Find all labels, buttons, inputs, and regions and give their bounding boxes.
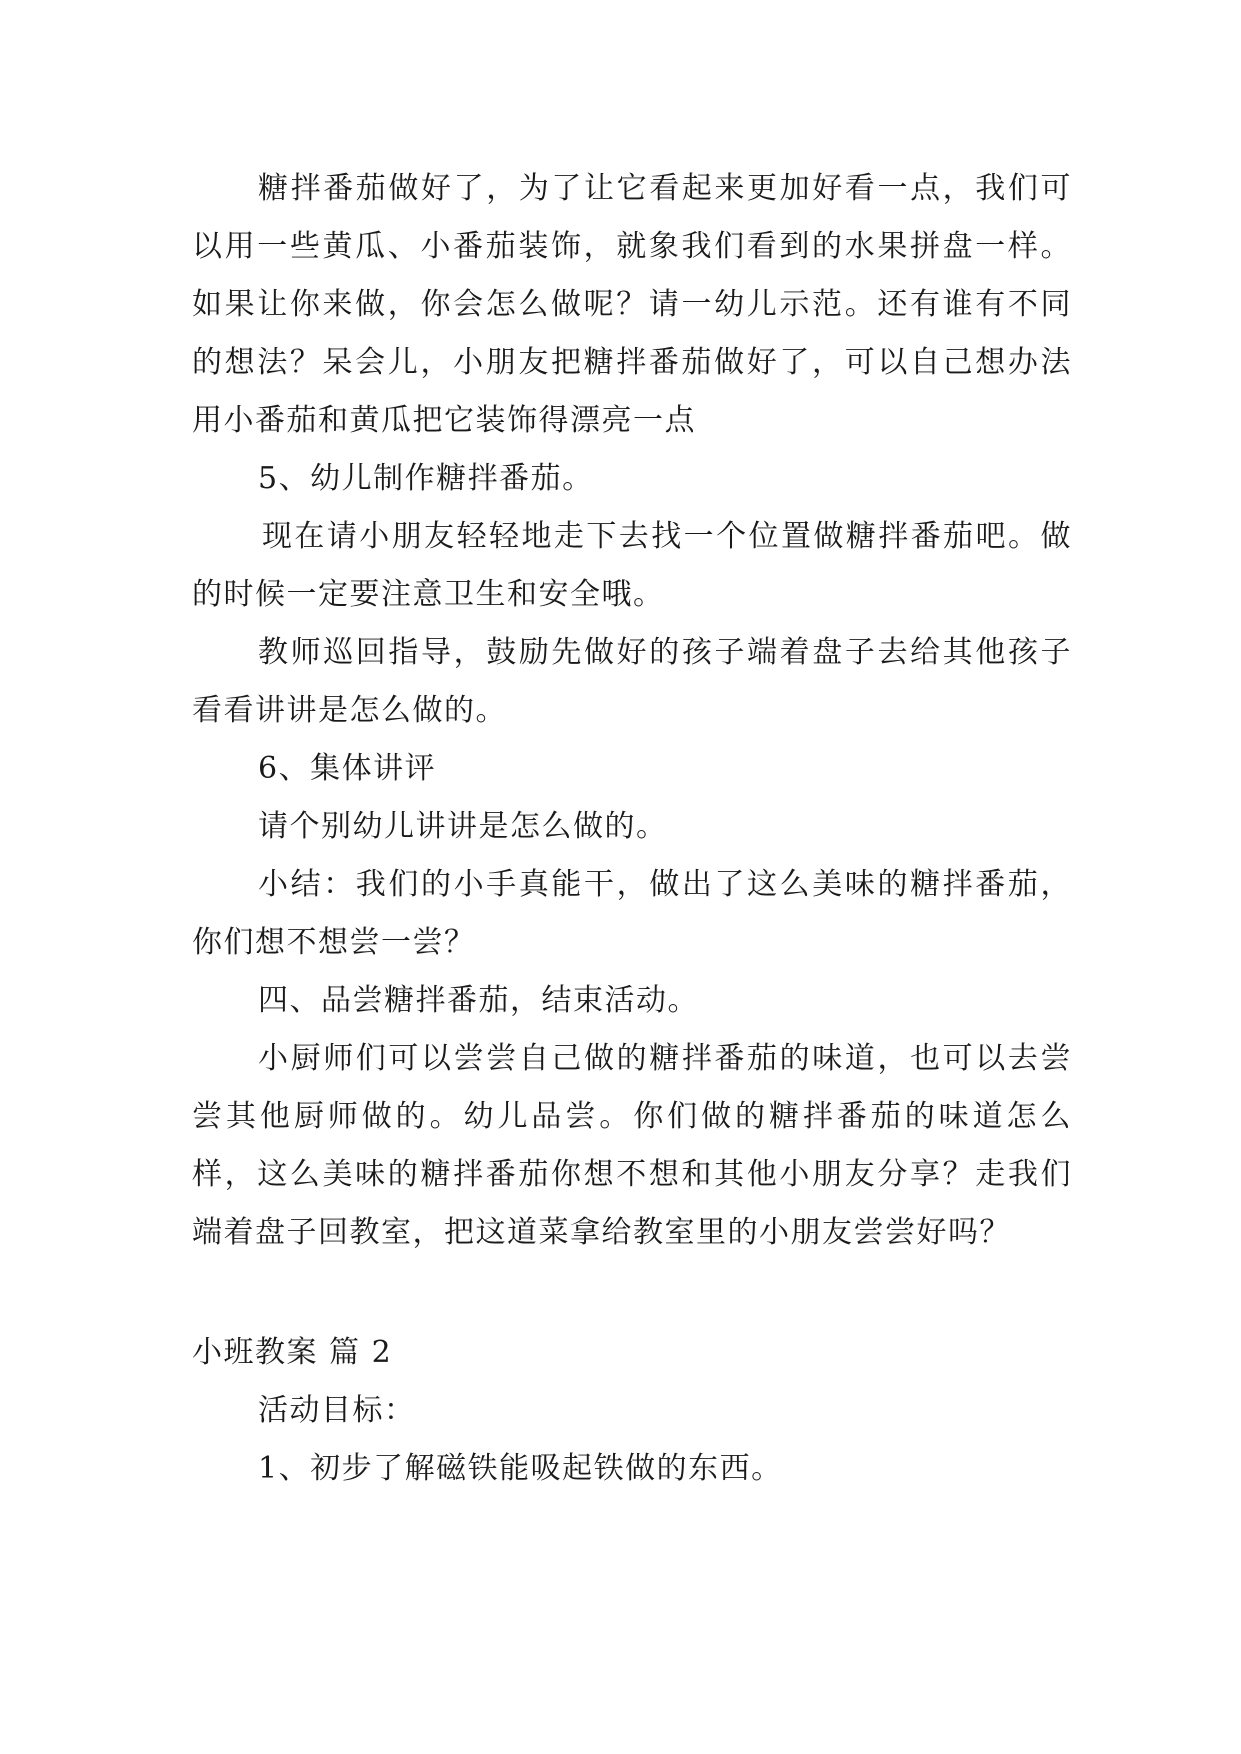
paragraph: 6、集体讲评	[258, 751, 437, 786]
paragraph: 小结：我们的小手真能干，做出了这么美味的糖拌番茄，你们想不想尝一尝？	[192, 867, 1072, 960]
paragraph: 糖拌番茄做好了，为了让它看起来更加好看一点，我们可以用一些黄瓜、小番茄装饰，就象我们看到的水果拼盘一样。如果让你来做，你会怎么做呢？请一幼儿示范。还有谁有不同的想法？呆会儿，小朋友把糖拌番茄做好了，可以自己想办法用小番茄和黄瓜把它装饰得漂亮一点	[192, 171, 1072, 438]
paragraph: 小厨师们可以尝尝自己做的糖拌番茄的味道，也可以去尝尝其他厨师做的。幼儿品尝。你们做的糖拌番茄的味道怎么样，这么美味的糖拌番茄你想不想和其他小朋友分享？走我们端着盘子回教室，把这道菜拿给教室里的小朋友尝尝好吗？	[192, 1041, 1072, 1250]
document-body	[192, 160, 1072, 1498]
paragraph: 1、初步了解磁铁能吸起铁做的东西。	[258, 1451, 783, 1486]
section-spacer	[192, 1262, 1072, 1324]
section-title: 小班教案 篇 2	[192, 1335, 393, 1370]
paragraph: 教师巡回指导，鼓励先做好的孩子端着盘子去给其他孩子看看讲讲是怎么做的。	[192, 635, 1072, 728]
paragraph: 活动目标：	[258, 1393, 416, 1428]
paragraph: 现在请小朋友轻轻地走下去找一个位置做糖拌番茄吧。做的时候一定要注意卫生和安全哦。	[192, 519, 1072, 612]
paragraph: 请个别幼儿讲讲是怎么做的。	[258, 809, 668, 844]
paragraph: 5、幼儿制作糖拌番茄。	[258, 461, 594, 496]
paragraph: 四、品尝糖拌番茄，结束活动。	[258, 983, 699, 1018]
